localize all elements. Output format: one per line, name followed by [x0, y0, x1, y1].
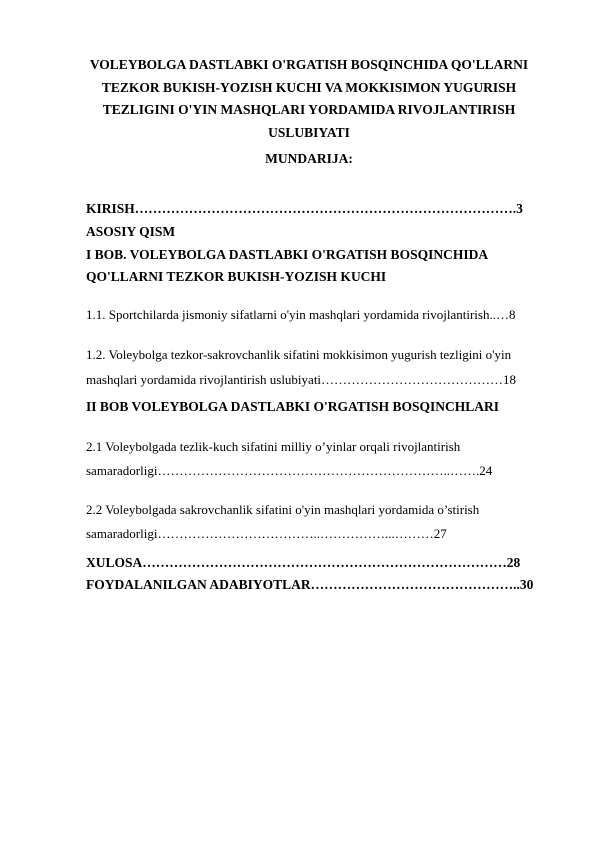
- toc-entry-main-part: ASOSIY QISM: [86, 224, 176, 239]
- toc-entry-section-2-1-line-1: 2.1 Voleybolgada tezlik-kuch sifatini milliy o’yinlar orqali rivojlantirish: [86, 439, 461, 454]
- toc-entry-chapter-1-line-1: I BOB. VOLEYBOLGA DASTLABKI O'RGATISH BOSQINCHIDA: [86, 247, 489, 262]
- toc-entry-section-1-1: 1.1. Sportchilarda jismoniy sifatlarni o'yin mashqlari yordamida rivojlantirish..…8: [86, 307, 516, 322]
- toc-entry-intro: KIRISH………………………………………………………………………….3: [86, 201, 523, 216]
- toc-entry-conclusion: XULOSA………………………………………………………………………28: [86, 555, 521, 570]
- toc-entry-chapter-2: II BOB VOLEYBOLGA DASTLABKI O'RGATISH BOSQINCHLARI: [86, 399, 499, 414]
- title-line-4: USLUBIYATI: [268, 124, 350, 140]
- document-title: [70, 54, 548, 144]
- toc-entry-chapter-1-line-2: QO'LLARNI TEZKOR BUKISH-YOZISH KUCHI: [86, 269, 387, 284]
- toc-entry-section-1-2-line-1: 1.2. Voleybolga tezkor-sakrovchanlik sifatini mokkisimon yugurish tezligini o'yin: [86, 347, 512, 362]
- toc-entry-section-2-2-line-2: samaradorligi………………………………..……………...………27: [86, 526, 447, 541]
- title-line-1: VOLEYBOLGA DASTLABKI O'RGATISH BOSQINCHIDA QO'LLARNI: [89, 57, 529, 72]
- toc-entry-section-1-2-line-2: mashqlari yordamida rivojlantirish uslubiyati……………………………………18: [86, 372, 517, 387]
- title-line-2: TEZKOR BUKISH-YOZISH KUCHI VA MOKKISIMON YUGURISH: [101, 79, 517, 95]
- toc-entry-section-2-1-line-2: samaradorligi…………………………………………………………..…….24: [86, 463, 493, 478]
- contents-heading: MUNDARIJA:: [265, 151, 353, 166]
- toc-entry-section-2-2-line-1: 2.2 Voleybolgada sakrovchanlik sifatini o'yin mashqlari yordamida o’stirish: [86, 502, 480, 517]
- title-line-3: TEZLIGINI O'YIN MASHQLARI YORDAMIDA RIVOJLANTIRISH: [102, 102, 516, 117]
- toc-entry-references: FOYDALANILGAN ADABIYOTLAR………………………………………..30: [86, 577, 534, 592]
